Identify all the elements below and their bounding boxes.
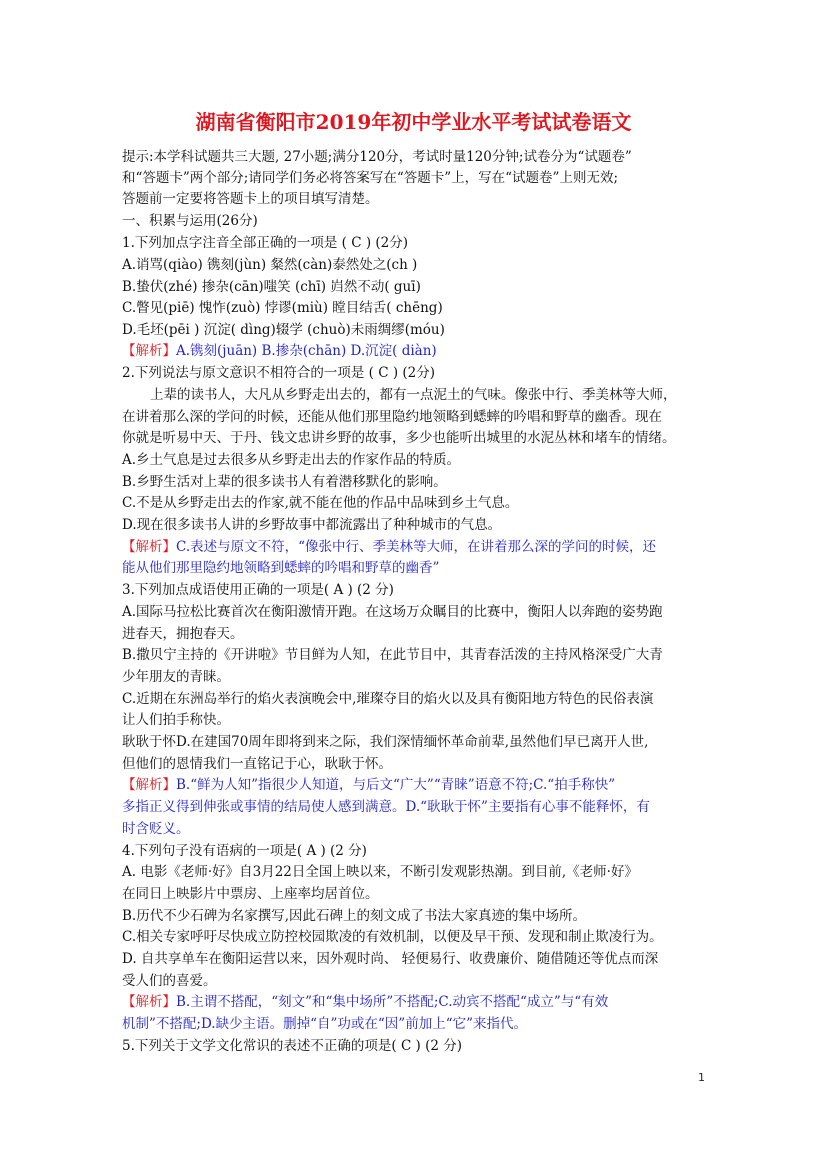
q4-line: 在同日上映影片中票房、上座率均居首位。: [122, 886, 379, 902]
q2-stem: 2.下列说法与原文意识不相符合的一项是 ( C ) (2分): [122, 365, 436, 381]
q2-option-d: D.现在很多读书人讲的乡野故事中都流露出了种种城市的气息。: [122, 517, 502, 533]
analysis-text: A.镌刻(juān) B.掺杂(chān) D.沉淀( diàn): [176, 343, 437, 359]
q4-line: A. 电影《老师·好》自3月22日全国上映以来，不断引发观影热潮。到目前,《老师·好》: [122, 864, 638, 880]
document-title: 湖南省衡阳市2019年初中学业水平考试试卷语文: [195, 110, 632, 134]
q1-option-a: A.诮骂(qiào) 镌刻(jùn) 粲然(càn)泰然处之(ch ): [122, 257, 418, 273]
q4-line: C.相关专家呼吁尽快成立防控校园欺凌的有效机制，以便及早干预、发现和制止欺凌行为。: [122, 929, 663, 945]
q2-option-b: B.乡野生活对上辈的很多读书人有着潜移默化的影响。: [122, 474, 447, 490]
analysis-tag: 【解析】: [122, 777, 176, 793]
analysis-text: B.主谓不搭配，“刻文”和“集中场所”不搭配;C.动宾不搭配“成立”与“有效: [176, 994, 609, 1010]
q3-line: 但他们的恩情我们一直铭记于心，耿耿于怀。: [122, 756, 392, 772]
q1-option-d: D.毛坯(pēi ) 沉淀( dìng)辍学 (chuò)未雨绸缪(móu): [122, 322, 445, 338]
notice-line-2: 和“答题卡”两个部分;请同学们务必将答案写在“答题卡”上，写在“试题卷”上则无效;: [122, 170, 619, 186]
q3-line: B.撒贝宁主持的《开讲啦》节目鲜为人知，在此节目中，其青春活泼的主持风格深受广大青: [122, 647, 663, 663]
q3-line: 进春天，拥抱春天。: [122, 626, 244, 642]
q1-option-c: C.瞥见(piē) 愧怍(zuò) 悖谬(miù) 瞠目结舌( chēng): [122, 300, 443, 316]
q3-line: 让人们拍手称快。: [122, 712, 230, 728]
analysis-tag: 【解析】: [122, 343, 176, 359]
q1-stem: 1.下列加点字注音全部正确的一项是 ( C ) (2分): [122, 235, 409, 251]
q2-option-c: C.不是从乡野走出去的作家,就不能在他的作品中品味到乡土气息。: [122, 495, 519, 511]
q5-stem: 5.下列关于文学文化常识的表述不正确的项是( C ) (2 分): [122, 1038, 463, 1054]
q2-passage-line-3: 你就是听易中天、于丹、钱文忠讲乡野的故事，多少也能听出城里的水泥丛林和堵车的情绪。: [122, 430, 676, 446]
notice-line-1: 提示:本学科试题共三大题, 27小题;满分120分，考试时量120分钟;试卷分为“试题卷”: [122, 149, 632, 165]
analysis-tag: 【解析】: [122, 994, 176, 1010]
q2-option-a: A.乡土气息是过去很多从乡野走出去的作家作品的特质。: [122, 452, 461, 468]
analysis-text: C.表述与原文不符，“像张中行、季美林等大师，在讲着那么深的学问的时候，还: [176, 539, 657, 555]
q4-analysis: [122, 992, 608, 1012]
q1-option-b: B.蛰伏(zhé) 掺杂(cān)嗤笑 (chī) 岿然不动( guī): [122, 279, 421, 295]
q2-analysis: [122, 537, 656, 557]
q4-line: D. 自共享单车在衡阳运营以来，因外观时尚、 轻便易行、收费廉价、随借随还等优点而深: [122, 951, 659, 967]
q2-passage-line-1: 上辈的读书人，大凡从乡野走出去的，都有一点泥土的气味。像张中行、季美林等大师，: [150, 387, 677, 403]
analysis-text: B.“鲜为人知”指很少人知道，与后文“广大”“青睐”语意不符;C.“拍手称快”: [176, 777, 616, 793]
q3-analysis: [122, 775, 615, 795]
q2-passage-line-2: 在讲着那么深的学问的时候，还能从他们那里隐约地领略到蟋蟀的吟唱和野草的幽香。现在: [122, 409, 662, 425]
notice-line-3: 答题前一定要将答题卡上的项目填写清楚。: [122, 191, 379, 207]
q4-line: 受人们的喜爱。: [122, 973, 217, 989]
q3-line: 耿耿于怀D.在建国70周年即将到来之际，我们深情缅怀革命前辈,虽然他们早已离开人世,: [122, 734, 649, 750]
q3-analysis-line-3: 时含贬义。: [122, 821, 190, 837]
q1-analysis: [122, 341, 437, 361]
q4-analysis-line-2: 机制”不搭配;D.缺少主语。删掉“自”功或在“因”前加上“它”来指代。: [122, 1016, 527, 1032]
page-number: 1: [698, 1071, 705, 1084]
q3-analysis-line-2: 多指正义得到伸张或事情的结局使人感到满意。D.“耿耿于怀”主要指有心事不能释怀，有: [122, 799, 650, 815]
q3-stem: 3.下列加点成语使用正确的一项是( A ) (2 分): [122, 582, 394, 598]
q2-analysis-line-2: 能从他们那里隐约地领略到蟋蟀的吟唱和野草的幽香”: [122, 560, 440, 576]
section-heading: 一、积累与运用(26分): [122, 213, 258, 229]
analysis-tag: 【解析】: [122, 539, 176, 555]
q3-line: A.国际马拉松比赛首次在衡阳激情开跑。在这场万众瞩目的比赛中，衡阳人以奔跑的姿势跑: [122, 604, 663, 620]
q4-stem: 4.下列句子没有语病的一项是( A ) (2 分): [122, 843, 367, 859]
q4-line: B.历代不少石碑为名家撰写,因此石碑上的刻文成了书法大家真迹的集中场所。: [122, 908, 587, 924]
q3-line: C.近期在东洲岛举行的焰火表演晚会中,璀璨夺目的焰火以及具有衡阳地方特色的民俗表演: [122, 691, 654, 707]
q3-line: 少年朋友的青睐。: [122, 669, 230, 685]
